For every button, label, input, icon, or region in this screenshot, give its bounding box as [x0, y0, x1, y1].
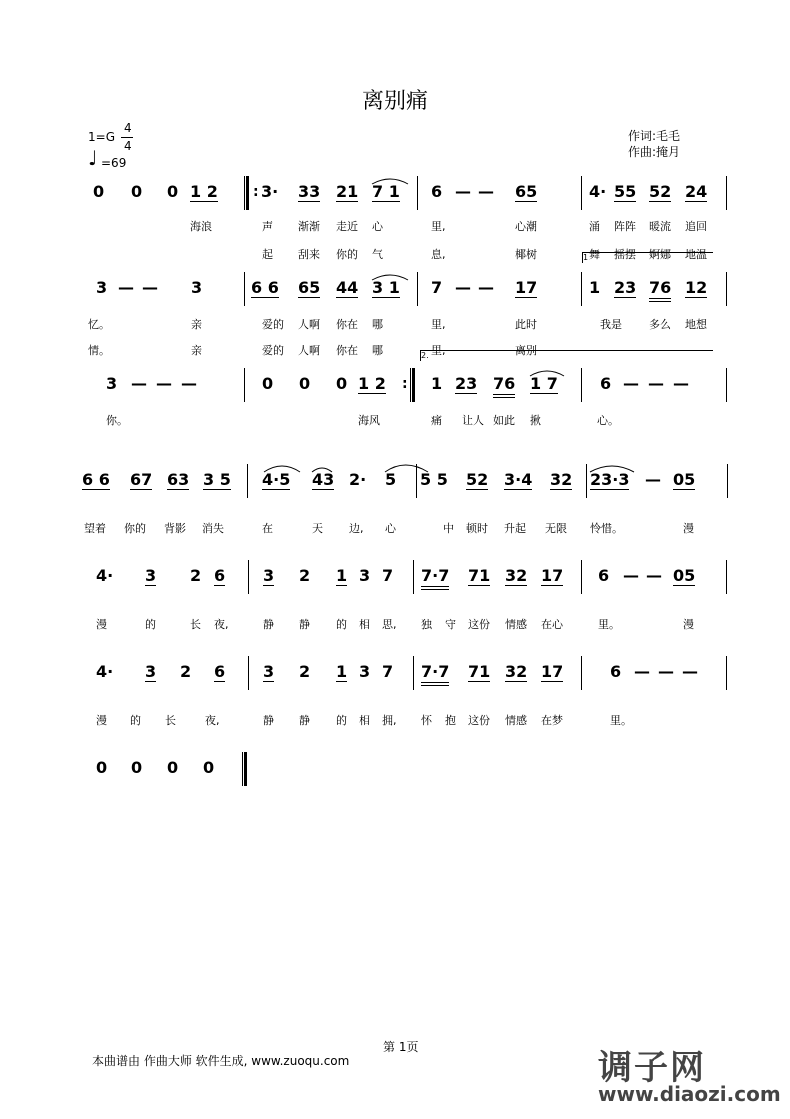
note: — — [478, 182, 494, 201]
note: 63 — [167, 470, 190, 489]
note: 1 2 — [190, 182, 218, 201]
note: — — [623, 566, 639, 585]
note: 1 7 — [530, 374, 558, 393]
note: 0 — [131, 758, 143, 777]
note: 23 — [614, 278, 637, 297]
note: 1 — [431, 374, 443, 393]
note: 2 — [299, 662, 311, 681]
note: 43 — [312, 470, 335, 489]
note: — — [118, 278, 134, 297]
note: — — [646, 566, 662, 585]
note: 5 5 — [420, 470, 448, 489]
note: 3· — [261, 182, 279, 201]
note: — — [131, 374, 147, 393]
note: 6 6 — [251, 278, 279, 297]
note: 76 — [493, 374, 515, 398]
note: 05 — [673, 566, 696, 585]
note: 44 — [336, 278, 359, 297]
barline — [248, 656, 249, 690]
barline — [413, 560, 414, 594]
note: 3 — [359, 662, 371, 681]
note: 2 — [190, 566, 202, 585]
barline — [581, 656, 582, 690]
note: 0 — [299, 374, 311, 393]
note: 4· — [96, 566, 114, 585]
lyrics-line-2: 起 刮来 你的 气 息, 椰树 舞 摇摆 婀娜 地温 — [262, 248, 707, 261]
note: 17 — [515, 278, 538, 297]
note: 32 — [505, 662, 528, 681]
note: — — [645, 470, 661, 489]
note: 0 — [93, 182, 105, 201]
note: 67 — [130, 470, 153, 489]
note: 12 — [685, 278, 708, 297]
note: 71 — [468, 662, 491, 681]
note: 0 — [167, 758, 179, 777]
note: 6 — [600, 374, 612, 393]
note: 0 — [131, 182, 143, 201]
note: — — [648, 374, 664, 393]
composer: 作曲:掩月 — [628, 145, 681, 159]
note: 32 — [550, 470, 573, 489]
repeat-dots: : — [253, 184, 259, 200]
repeat-dots: : — [402, 376, 408, 392]
note: 2· — [349, 470, 367, 489]
lyrics-line-1: 你。 海风 痛 让人 如此 揪 心。 — [106, 414, 619, 427]
note: — — [634, 662, 650, 681]
note: 6 — [214, 662, 226, 681]
note: — — [455, 278, 471, 297]
note: 0 — [336, 374, 348, 393]
footer-credit: 本曲谱由 作曲大师 软件生成, www.zuoqu.com — [92, 1054, 350, 1068]
barline — [581, 560, 582, 594]
note: — — [623, 374, 639, 393]
note: 3 — [96, 278, 108, 297]
slur-marks — [0, 464, 790, 504]
note: 3·4 — [504, 470, 533, 489]
page-number: 第 1页 — [383, 1040, 419, 1054]
lyrics-line-2: 情。 亲 爱的 人啊 你在 哪 里, 离别 — [88, 344, 537, 357]
site-logo: 调子网 — [598, 1048, 706, 1088]
note: 17 — [541, 566, 564, 585]
note: 2 — [299, 566, 311, 585]
tempo-marking: =69 — [101, 156, 127, 170]
note: 05 — [673, 470, 696, 489]
note: 2 — [180, 662, 192, 681]
time-signature-bottom: 4 — [124, 139, 132, 153]
note: 3 — [145, 566, 157, 585]
note: 3 — [263, 566, 275, 585]
note: 6 — [598, 566, 610, 585]
note: 1 — [589, 278, 601, 297]
barline — [248, 560, 249, 594]
lyrics-line-1: 忆。 亲 爱的 人啊 你在 哪 里, 此时 我是 多么 地想 — [88, 318, 707, 331]
song-title: 离别痛 — [361, 89, 428, 114]
note: 3 — [263, 662, 275, 681]
note: 65 — [515, 182, 538, 201]
final-barline — [242, 752, 247, 786]
slur-marks — [0, 176, 790, 216]
note: 52 — [649, 182, 672, 201]
quarter-note-icon: ♩ — [88, 146, 98, 170]
lyrics-line-1: 漫 的 长 夜, 静 静 的 相 拥, 怀 抱 这份 情感 在梦 里。 — [96, 714, 632, 727]
note: 17 — [541, 662, 564, 681]
credits — [628, 128, 680, 160]
note: 0 — [203, 758, 215, 777]
note: 33 — [298, 182, 321, 201]
slur-marks — [0, 272, 790, 312]
note: — — [478, 278, 494, 297]
note: 4·5 — [262, 470, 291, 489]
note: — — [156, 374, 172, 393]
volta-1: 1 — [582, 252, 713, 263]
note: 3 5 — [203, 470, 231, 489]
note: 1 — [336, 662, 348, 681]
note: 0 — [96, 758, 108, 777]
note: 71 — [468, 566, 491, 585]
note: — — [682, 662, 698, 681]
note: 0 — [167, 182, 179, 201]
site-url: www.diaozi.com — [598, 1082, 781, 1106]
note: 1 2 — [358, 374, 386, 393]
note: 52 — [466, 470, 489, 489]
note: 6 6 — [82, 470, 110, 489]
note: 1 — [336, 566, 348, 585]
slur-marks — [0, 368, 790, 408]
note: 7 1 — [372, 182, 400, 201]
note: 4· — [96, 662, 114, 681]
note: 7·7 — [421, 662, 449, 686]
lyrics-line-1: 望着 你的 背影 消失 在 天 边, 心 中 顿时 升起 无限 怜惜。 漫 — [84, 522, 694, 535]
lyricist: 作词:毛毛 — [628, 129, 681, 143]
note: 6 — [214, 566, 226, 585]
volta-2: 2. — [420, 350, 713, 361]
note: 32 — [505, 566, 528, 585]
note: 3 — [359, 566, 371, 585]
note: 6 — [431, 182, 443, 201]
note: 7 — [431, 278, 443, 297]
note: 5 — [385, 470, 397, 489]
note: — — [658, 662, 674, 681]
note: 3 — [145, 662, 157, 681]
note: 3 — [106, 374, 118, 393]
note: 24 — [685, 182, 708, 201]
lyrics-line-1: 海浪 声 渐渐 走近 心 里, 心潮 涌 阵阵 暖流 追回 — [190, 220, 707, 233]
note: 23·3 — [590, 470, 630, 489]
note: — — [142, 278, 158, 297]
note: 55 — [614, 182, 637, 201]
note: 4· — [589, 182, 607, 201]
note: 7 — [382, 566, 394, 585]
note: 23 — [455, 374, 478, 393]
note: 65 — [298, 278, 321, 297]
note: 7·7 — [421, 566, 449, 590]
key-signature: 1=G — [88, 130, 115, 144]
barline — [726, 560, 727, 594]
note: — — [455, 182, 471, 201]
lyrics-line-1: 漫 的 长 夜, 静 静 的 相 思, 独 守 这份 情感 在心 里。 漫 — [96, 618, 694, 631]
note: 21 — [336, 182, 359, 201]
note: — — [673, 374, 689, 393]
note: 3 1 — [372, 278, 400, 297]
barline — [726, 656, 727, 690]
note: 7 — [382, 662, 394, 681]
note: 3 — [191, 278, 203, 297]
time-signature-top: 4 — [124, 121, 132, 135]
note: 0 — [262, 374, 274, 393]
time-signature-line — [121, 137, 133, 138]
barline — [413, 656, 414, 690]
note: — — [181, 374, 197, 393]
note: 6 — [610, 662, 622, 681]
note: 76 — [649, 278, 671, 302]
